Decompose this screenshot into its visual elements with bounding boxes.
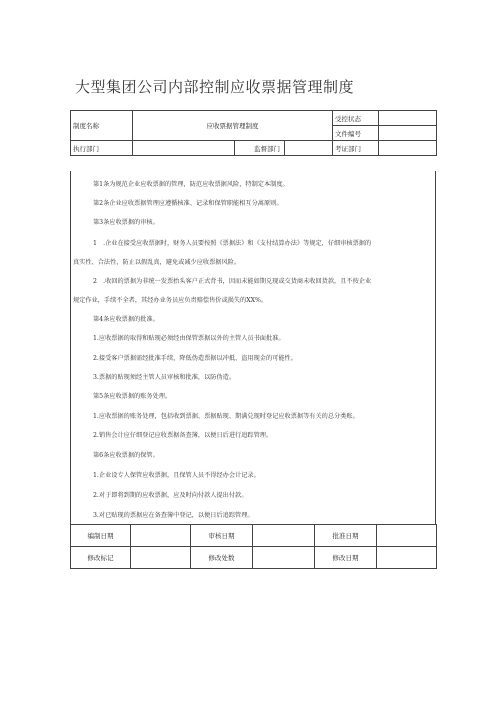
revision-date-label: 修改日期: [315, 547, 377, 569]
body-line: 真实性、合法性，防止以假乱真，避免或减少应收票据风险。: [73, 259, 241, 266]
body-line: 3.对已贴现的票据应在备查簿中登记，以便日后追踪管理。: [93, 512, 254, 519]
body-line: 第3条应收票据的审核。: [93, 219, 159, 226]
document-header-table: [70, 110, 437, 156]
body-line: 2.对于即将到期的应收票据，应及时向付款人提出付款。: [93, 492, 248, 499]
body-line: 第2条企业应收票据管理应遵循核准、记录和保管职能相互分离原则。: [93, 200, 283, 207]
assess-dept-label: 考证部门: [333, 141, 379, 156]
exec-dept-label: 执行部门: [71, 141, 133, 156]
review-date-label: 审核日期: [191, 525, 253, 547]
supervise-dept-value: [285, 141, 333, 156]
body-line: 1.企业设专人保管应收票据，且保管人员不得经办会计记录。: [93, 472, 260, 479]
body-line: 第5条应收票据的账务处理。: [93, 393, 172, 400]
body-line: 1.应收票据的账务处理，包括收到票据、票据贴现、期满兑现时登记应收票据等有关的总分类账。: [93, 413, 359, 420]
control-status-value: [379, 111, 437, 126]
document-footer-table: [70, 524, 437, 569]
approve-date-value: [377, 525, 437, 547]
revision-mark-value: [131, 547, 191, 569]
revision-mark-label: 修改标记: [71, 547, 131, 569]
revision-date-value: [377, 547, 437, 569]
body-line: 1 .企业在接受应收票据时，财务人员要按照《票据法》和《支付结算办法》等规定，仔细审核票据的: [93, 240, 372, 247]
doc-name-label: 制度名称: [71, 111, 133, 141]
body-line: 规定作业，手续不全者，其经办业务员应负责赔偿售价或损失的XX%。: [73, 297, 268, 304]
revision-count-value: [253, 547, 315, 569]
body-line: 第4条应收票据的批准。: [93, 316, 159, 323]
supervise-dept-label: 监督部门: [235, 141, 285, 156]
file-no-label: 文件编号: [333, 126, 379, 141]
prepared-date-value: [131, 525, 191, 547]
file-no-value: [379, 126, 437, 141]
regulation-body: [70, 171, 436, 525]
exec-dept-value: [133, 141, 235, 156]
body-line: 3.票据的贴现须经主管人员审核和批准，以防伪造。: [93, 374, 236, 381]
revision-count-label: 修改处数: [191, 547, 253, 569]
body-line: 2.接受客户票据需经批准手续，降低伪造票据以冲抵、盗用现金的可能性。: [93, 355, 297, 362]
review-date-value: [253, 525, 315, 547]
assess-dept-value: [379, 141, 437, 156]
body-line: 第6条应收票据的保管。: [93, 452, 159, 459]
document-title: 大型集团公司内部控制应收票据管理制度: [75, 78, 355, 96]
body-line: 2 .收回的票据为非统一发票抬头客户正式背书，因而未能如期兑现或交货商未收回货款，且不按企业: [93, 278, 372, 285]
approve-date-label: 批准日期: [315, 525, 377, 547]
doc-name-value: 应收票据管理制度: [133, 111, 333, 141]
body-line: 2.销售会计应仔细登记应收票据备查簿，以便日后进行追踪管理。: [93, 432, 273, 439]
body-line: 第1条为规范企业应收票据的管理，防范应收票据风险，特制定本制度。: [93, 181, 289, 188]
body-line: 1.应收票据的取得和贴现必须经由保管票据以外的主管人员书面批准。: [93, 335, 285, 342]
prepared-date-label: 编制日期: [71, 525, 131, 547]
control-status-label: 受控状态: [333, 111, 379, 126]
